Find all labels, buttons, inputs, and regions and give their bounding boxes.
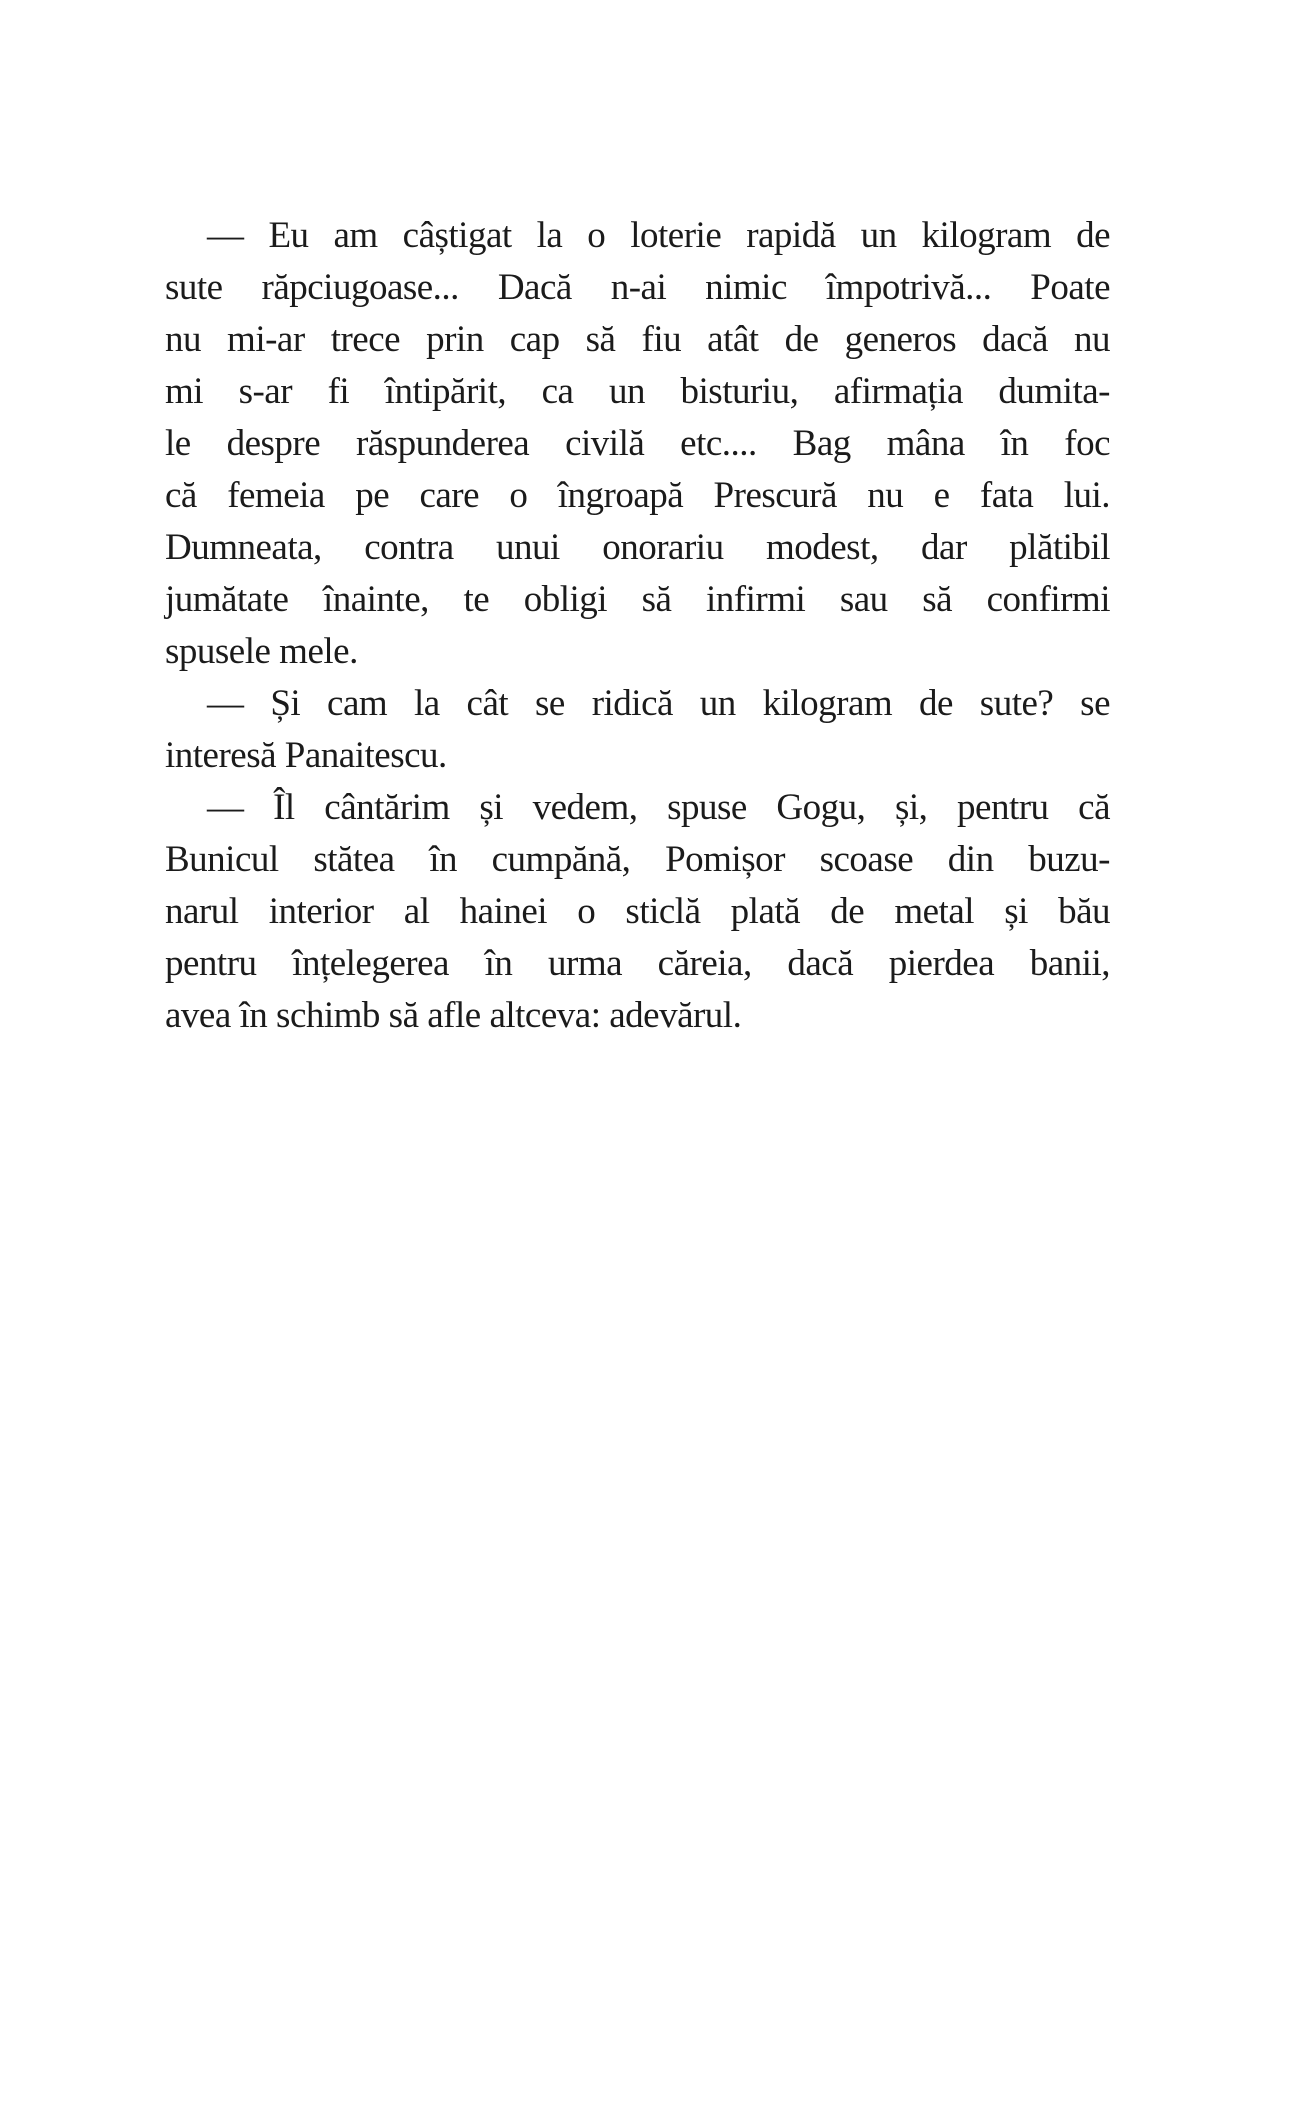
paragraph xyxy=(165,210,1110,678)
text-line: — Și cam la cât se ridică un kilogram de sute? se xyxy=(207,683,1110,724)
text-line: Bunicul stătea în cumpănă, Pomișor scoase din buzu- xyxy=(165,839,1110,880)
text-line: spusele mele. xyxy=(165,631,358,672)
text-line: mi s-ar fi întipărit, ca un bisturiu, afirmația dumita- xyxy=(165,371,1110,412)
text-line: interesă Panaitescu. xyxy=(165,735,447,776)
text-line: nu mi-ar trece prin cap să fiu atât de generos dacă nu xyxy=(165,319,1110,360)
text-line: le despre răspunderea civilă etc.... Bag mâna în foc xyxy=(165,423,1110,464)
text-line: că femeia pe care o îngroapă Prescură nu e fata lui. xyxy=(165,475,1110,516)
text-line: sute răpciugoase... Dacă n-ai nimic împotrivă... Poate xyxy=(165,267,1110,308)
text-line: — Îl cântărim și vedem, spuse Gogu, și, pentru că xyxy=(207,787,1110,828)
paragraph xyxy=(165,782,1110,1042)
paragraph xyxy=(165,678,1110,782)
text-line: avea în schimb să afle altceva: adevărul. xyxy=(165,995,742,1036)
text-line: narul interior al hainei o sticlă plată de metal și bău xyxy=(165,891,1110,932)
text-line: — Eu am câștigat la o loterie rapidă un kilogram de xyxy=(207,215,1110,256)
page-text-block xyxy=(165,210,1110,1042)
text-line: pentru înțelegerea în urma căreia, dacă pierdea banii, xyxy=(165,943,1110,984)
text-line: Dumneata, contra unui onorariu modest, dar plătibil xyxy=(165,527,1110,568)
text-line: jumătate înainte, te obligi să infirmi sau să confirmi xyxy=(165,579,1110,620)
